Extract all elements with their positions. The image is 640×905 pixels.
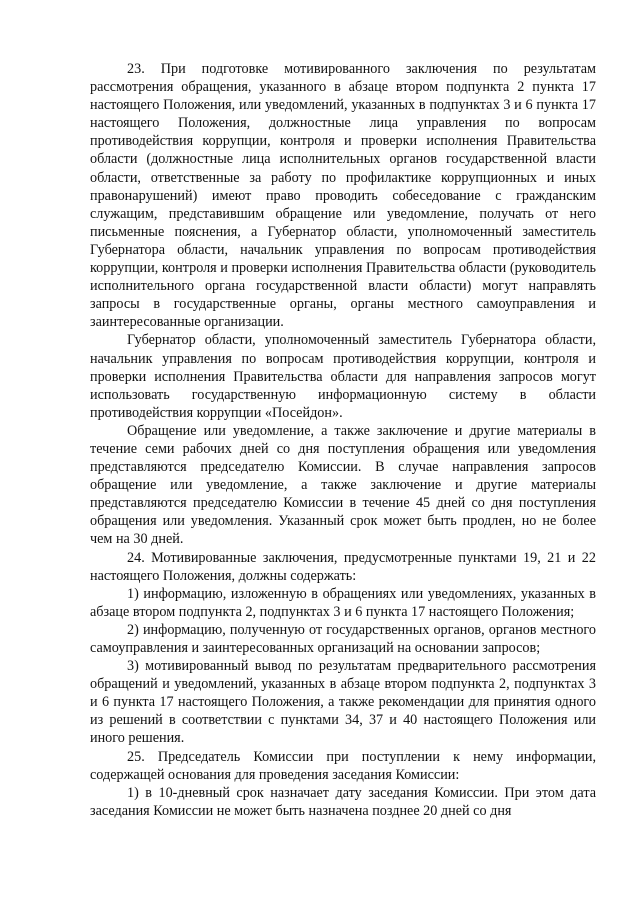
paragraph-25-item-1: 1) в 10-дневный срок назначает дату заседания Комиссии. При этом дата заседания Комиссии не может быть назначена позднее 20 дней со дня (90, 784, 596, 819)
paragraph-governor-requests: Губернатор области, уполномоченный заместитель Губернатора области, начальник управления по вопросам противодействия коррупции, контроля и проверки исполнения Правительства области для направления запросов могут использовать государственную информационную систему в области противодействия коррупции «Посейдон». (90, 332, 596, 421)
document-page (90, 60, 596, 820)
paragraph-deadlines: Обращение или уведомление, а также заключение и другие материалы в течение семи рабочих дней со дня поступления обращения или уведомления представляются председателю Комиссии. В случае направления запросов обращение или уведомление, а также заключение и другие материалы представляются председателю Комиссии в течение 45 дней со дня поступления обращения или уведомления. Указанный срок может быть продлен, но не более чем на 30 дней. (90, 422, 596, 548)
paragraph-25: 25. Председатель Комиссии при поступлении к нему информации, содержащей основания для проведения заседания Комиссии: (90, 748, 596, 783)
paragraph-24-item-1: 1) информацию, изложенную в обращениях или уведомлениях, указанных в абзаце втором подпункта 2, подпунктах 3 и 6 пункта 17 настоящего Положения; (90, 585, 596, 620)
paragraph-24: 24. Мотивированные заключения, предусмотренные пунктами 19, 21 и 22 настоящего Положения, должны содержать: (90, 549, 596, 584)
paragraph-24-item-3: 3) мотивированный вывод по результатам предварительного рассмотрения обращений и уведомлений, указанных в абзаце втором подпункта 2, подпунктах 3 и 6 пункта 17 настоящего Положения, а также рекомендации для принятия одного из решений в соответствии с пунктами 34, 37 и 40 настоящего Положения или иного решения. (90, 658, 596, 747)
paragraph-23: 23. При подготовке мотивированного заключения по результатам рассмотрения обращения, указанного в абзаце втором подпункта 2 пункта 17 настоящего Положения, или уведомлений, указанных в подпунктах 3 и 6 пункта 17 настоящего Положения, должностные лица управления по вопросам противодействия коррупции, контроля и проверки исполнения Правительства области (должностные лица исполнительных органов государственной власти области, ответственные за работу по профилактике коррупционных и иных правонарушений) имеют право проводить собеседование с гражданским служащим, представившим обращение или уведомление, получать от него письменные пояснения, а Губернатор области, уполномоченный заместитель Губернатора области, начальник управления по вопросам противодействия коррупции, контроля и проверки исполнения Правительства области (руководитель исполнительного органа государственной власти области) могут направлять запросы в государственные органы, органы местного самоуправления и заинтересованные организации. (90, 61, 596, 331)
paragraph-24-item-2: 2) информацию, полученную от государственных органов, органов местного самоуправления и заинтересованных организаций на основании запросов; (90, 621, 596, 656)
